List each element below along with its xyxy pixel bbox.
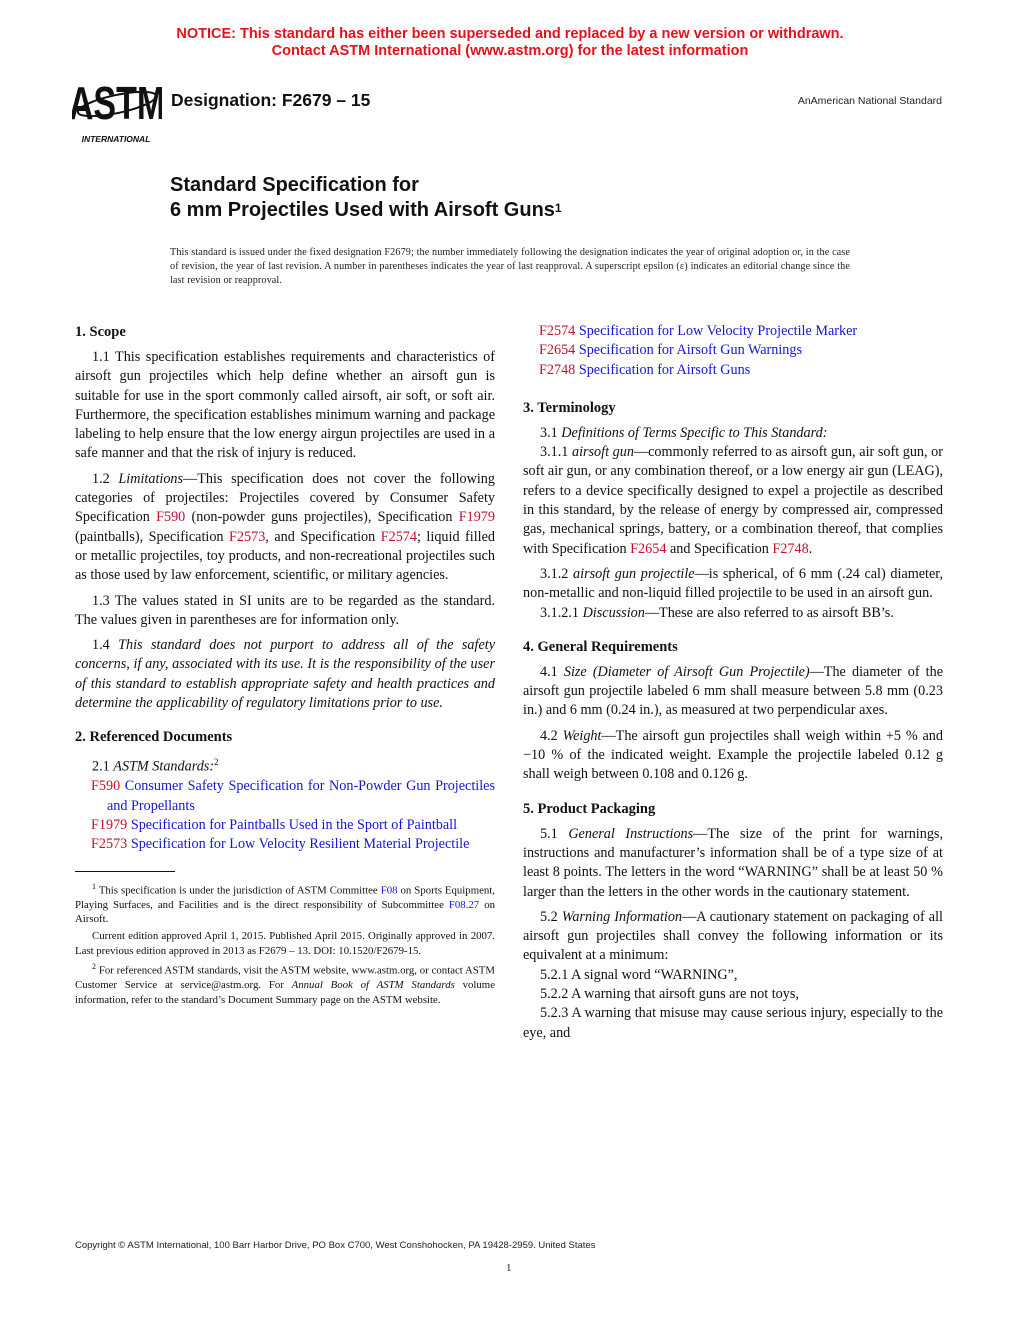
para-3-1-2-1: 3.1.2.1 Discussion—These are also referred to as airsoft BB’s. bbox=[540, 604, 894, 621]
logo-subtext: INTERNATIONAL bbox=[81, 134, 151, 144]
title-line-1: Standard Specification for bbox=[170, 174, 419, 196]
designation: Designation: F2679 – 15 bbox=[171, 90, 371, 110]
page-number: 1 bbox=[506, 1262, 512, 1274]
para-5-2-2: 5.2.2 A warning that airsoft guns are not toys, bbox=[540, 986, 799, 1003]
link-f08-27[interactable]: F08.27 bbox=[448, 898, 480, 911]
link-f2654[interactable]: F2654 bbox=[630, 540, 667, 557]
reference-item[interactable]: F2574 Specification for Low Velocity Projectile Marker bbox=[539, 323, 858, 339]
link-f1979[interactable]: F1979 bbox=[458, 509, 495, 526]
para-1-4: 1.4 This standard does not purport to address all of the safety concerns, if any, associated with its use. It is the responsibility of the user of this standard to establish appropriate safety and health practices and determine the applicability of regulatory limitations prior to use. bbox=[75, 637, 495, 712]
section-heading: 4. General Requirements bbox=[523, 638, 678, 655]
link-f2574[interactable]: F2574 bbox=[380, 528, 417, 545]
footnote-divider bbox=[75, 871, 175, 872]
para-1-1: 1.1 This specification establishes requirements and characteristics of airsoft gun projectiles which help define whether an airsoft gun is suitable for use in the sport commonly called airsoft, air soft, or soft air. Furthermore, the specification establishes minimum warning and package labeling to help ensure that the low energy airgun projectiles are used in a safe manner and that the risk of injury is reduced. bbox=[75, 349, 495, 462]
section-heading: 2. Referenced Documents bbox=[75, 729, 233, 746]
para-2-1: 2.1 ASTM Standards:$^2$ bbox=[92, 757, 219, 776]
reference-item[interactable]: F590 Consumer Safety Specification for Non-Powder Gun Projectiles and Propellants bbox=[91, 778, 495, 814]
section-product-packaging bbox=[523, 799, 943, 1043]
link-f590[interactable]: F590 bbox=[156, 509, 186, 526]
section-general-requirements bbox=[523, 637, 943, 785]
copyright-footer: Copyright © ASTM International, 100 Barr Harbor Drive, PO Box C700, West Conshohocken, PA 19428-2959. United States bbox=[75, 1240, 596, 1251]
document-title bbox=[170, 173, 562, 223]
section-heading: 3. Terminology bbox=[523, 399, 616, 416]
astm-logo bbox=[72, 76, 162, 146]
astm-logo-icon bbox=[72, 76, 162, 146]
reference-list-continued bbox=[523, 322, 943, 380]
preface-note: This standard is issued under the fixed designation F2679; the number immediately following the designation indicates the year of original adoption or, in the case of revision, the year of last revision. A number in parentheses indicates the year of last reapproval. A superscript epsilon (ε) indicates an editorial change since the last revision or reapproval. bbox=[170, 247, 850, 287]
para-5-2: 5.2 Warning Information—A cautionary statement on packaging of all airsoft gun projectiles shall convey the following information or its equivalent at a minimum: bbox=[523, 908, 943, 964]
para-1-2: 1.2 Limitations—This specification does not cover the following categories of projectiles: Projectiles covered by Consumer Safety Specification F590 (non-powder guns projectiles), Specification F1979 (paintballs), Specification F2573, and Specification F2574; liquid filled or metallic projectiles, toy products, and non-recreational projectiles such as those used by law enforcement, scientific, or military agencies. bbox=[75, 470, 495, 584]
reference-item[interactable]: F2654 Specification for Airsoft Gun Warnings bbox=[539, 342, 803, 359]
para-3-1-2: 3.1.2 airsoft gun projectile—is spherical, of 6 mm (.24 cal) diameter, non-metallic and non-liquid filled projectile to be used in an airsoft gun. bbox=[523, 565, 943, 602]
title-text: 6 mm Projectiles Used with Airsoft Guns bbox=[170, 199, 555, 221]
section-scope bbox=[75, 322, 495, 713]
link-f08[interactable]: F08 bbox=[380, 884, 398, 897]
footnotes bbox=[75, 880, 495, 1008]
section-heading: 5. Product Packaging bbox=[523, 800, 656, 817]
title-line-2 bbox=[170, 198, 562, 223]
para-5-2-1: 5.2.1 A signal word “WARNING”, bbox=[540, 966, 738, 983]
para-1-3: 1.3 The values stated in SI units are to be regarded as the standard. The values given in parentheses are for information only. bbox=[75, 592, 495, 628]
para-3-1: 3.1 Definitions of Terms Specific to This Standard: bbox=[540, 424, 828, 441]
reference-item[interactable]: F1979 Specification for Paintballs Used in the Sport of Paintball bbox=[91, 816, 458, 833]
reference-item[interactable]: F2748 Specification for Airsoft Guns bbox=[539, 361, 751, 378]
para-4-1: 4.1 Size (Diameter of Airsoft Gun Projectile)—The diameter of the airsoft gun projectile labeled 6 mm shall measure between 5.8 mm (0.23 in.) and 6 mm (0.24 in.), as measured at two perpendicular axes. bbox=[523, 663, 943, 719]
para-5-2-3: 5.2.3 A warning that misuse may cause serious injury, especially to the eye, and bbox=[523, 1005, 943, 1041]
notice-line-1: NOTICE: This standard has either been superseded and replaced by a new version or withdrawn. bbox=[176, 26, 844, 42]
right-column bbox=[523, 322, 943, 1057]
logo-letters: ASTM bbox=[72, 77, 162, 130]
link-f2573[interactable]: F2573 bbox=[229, 528, 266, 545]
left-column bbox=[75, 322, 495, 1010]
link-f2748[interactable]: F2748 bbox=[772, 540, 809, 557]
national-standard-label: AnAmerican National Standard bbox=[797, 95, 942, 107]
title-footnote-mark: 1 bbox=[554, 201, 562, 215]
para-5-1: 5.1 General Instructions—The size of the print for warnings, instructions and manufacturer’s information shall be of a type size of at least 8 points. The letters in the word “WARNING” shall be at least 50 % larger than the letters in the other words in the cautionary statement. bbox=[523, 825, 943, 900]
footnote-1: $^1$ This specification is under the jurisdiction of ASTM Committee F08 on Sports Equipment, Playing Surfaces, and Facilities and is the direct responsibility of Subcommittee F08.27 on Airsoft. bbox=[75, 881, 495, 926]
section-referenced-documents bbox=[75, 727, 495, 854]
notice-line-2: Contact ASTM International (www.astm.org) for the latest information bbox=[271, 43, 749, 59]
reference-item[interactable]: F2573 Specification for Low Velocity Resilient Material Projectile bbox=[91, 836, 470, 853]
para-4-2: 4.2 Weight—The airsoft gun projectiles shall weigh within +5 % and −10 % of the indicated weight. Example the projectile labeled 0.12 g shall weigh between 0.108 and 0.126 g. bbox=[523, 727, 943, 783]
para-3-1-1: 3.1.1 airsoft gun—commonly referred to as airsoft gun, air soft gun, or soft air gun, or any combination thereof, or a low energy air gun (LEAG), refers to a device specifically designed to expel a projectile as described in this standard, by the release of energy by compressed air, compressed gas, mechanical springs, battery, or a combination thereof, that complies with Specification F2654 and Specification F2748. bbox=[523, 444, 943, 557]
section-terminology bbox=[523, 398, 943, 623]
section-heading: 1. Scope bbox=[75, 324, 126, 340]
footnote-1-edition: Current edition approved April 1, 2015. Published April 2015. Originally approved in 2007. Last previous edition approved in 2013 as F2679 – 13. DOI: 10.1520/F2679-15. bbox=[75, 929, 495, 957]
footnote-2: $^2$ For referenced ASTM standards, visit the ASTM website, www.astm.org, or contact ASTM Customer Service at service@astm.org. For Annual Book of ASTM Standards volume information, refer to the standard’s Document Summary page on the ASTM website. bbox=[75, 962, 495, 1006]
withdrawal-notice bbox=[0, 26, 1020, 60]
